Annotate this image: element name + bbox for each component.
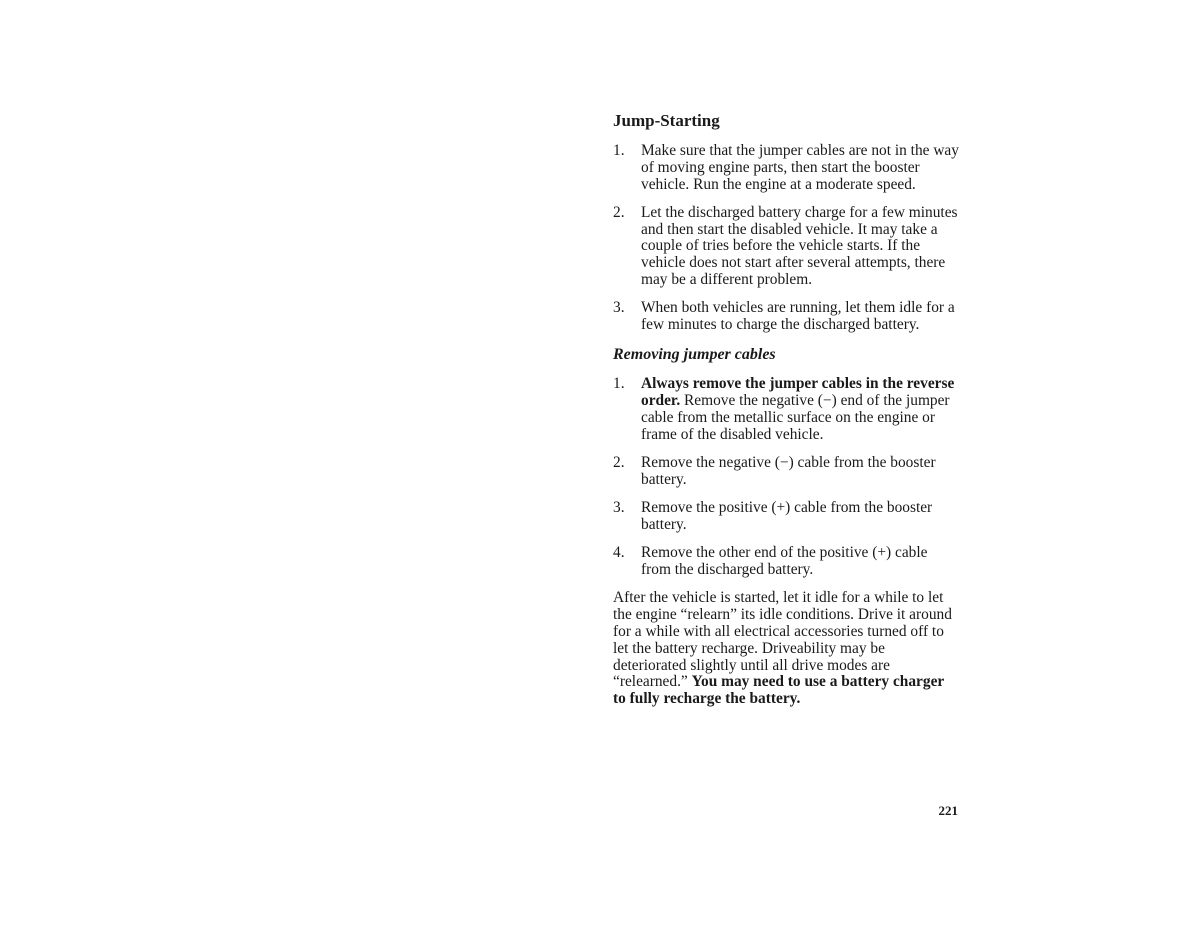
step-emphasis: Always remove the jumper cables in the reverse order. (641, 375, 955, 410)
subsection-title: Removing jumper cables (613, 346, 776, 364)
list-item (613, 500, 959, 534)
step-text: Remove the negative (−) end of the jumper cable from the metallic surface on the engine or frame of the disabled vehicle. (641, 392, 950, 443)
paragraph-text: After the vehicle is started, let it idle for a while to let the engine “relearn” its idle conditions. Drive it around for a while with all electrical accessories turned off to let the battery recharge. Driveability may be deteriorated slightly until all drive modes are “relearned.” (613, 589, 952, 691)
step-text: Remove the positive (+) cable from the booster battery. (641, 499, 933, 534)
list-item (613, 205, 959, 289)
step-number: 2. (613, 203, 625, 221)
step-number: 3. (613, 499, 625, 517)
jump-start-steps (613, 143, 959, 334)
list-item (613, 143, 959, 193)
list-item (613, 300, 959, 334)
step-number: 3. (613, 299, 625, 317)
step-text: When both vehicles are running, let them idle for a few minutes to charge the discharged battery. (641, 299, 955, 334)
step-text: Make sure that the jumper cables are not in the way of moving engine parts, then start the booster vehicle. Run the engine at a moderate speed. (641, 142, 959, 193)
section-title: Jump-Starting (613, 111, 720, 130)
step-text: Remove the other end of the positive (+) cable from the discharged battery. (641, 544, 928, 579)
step-number: 4. (613, 544, 625, 562)
step-number: 1. (613, 375, 625, 393)
after-start-paragraph (613, 590, 959, 708)
list-item (613, 455, 959, 489)
page-number: 221 (938, 803, 958, 818)
list-item (613, 376, 959, 443)
step-text: Let the discharged battery charge for a few minutes and then start the disabled vehicle. It may take a couple of tries before the vehicle starts. If the vehicle does not start after several attempts, there may be a different problem. (641, 203, 958, 289)
step-text: Remove the negative (−) cable from the booster battery. (641, 454, 936, 488)
paragraph-emphasis: You may need to use a battery charger to fully recharge the battery. (613, 673, 944, 708)
list-item (613, 545, 959, 579)
step-number: 1. (613, 142, 625, 159)
manual-page-column (613, 110, 959, 708)
step-number: 2. (613, 454, 625, 472)
removing-cables-steps (613, 376, 959, 578)
